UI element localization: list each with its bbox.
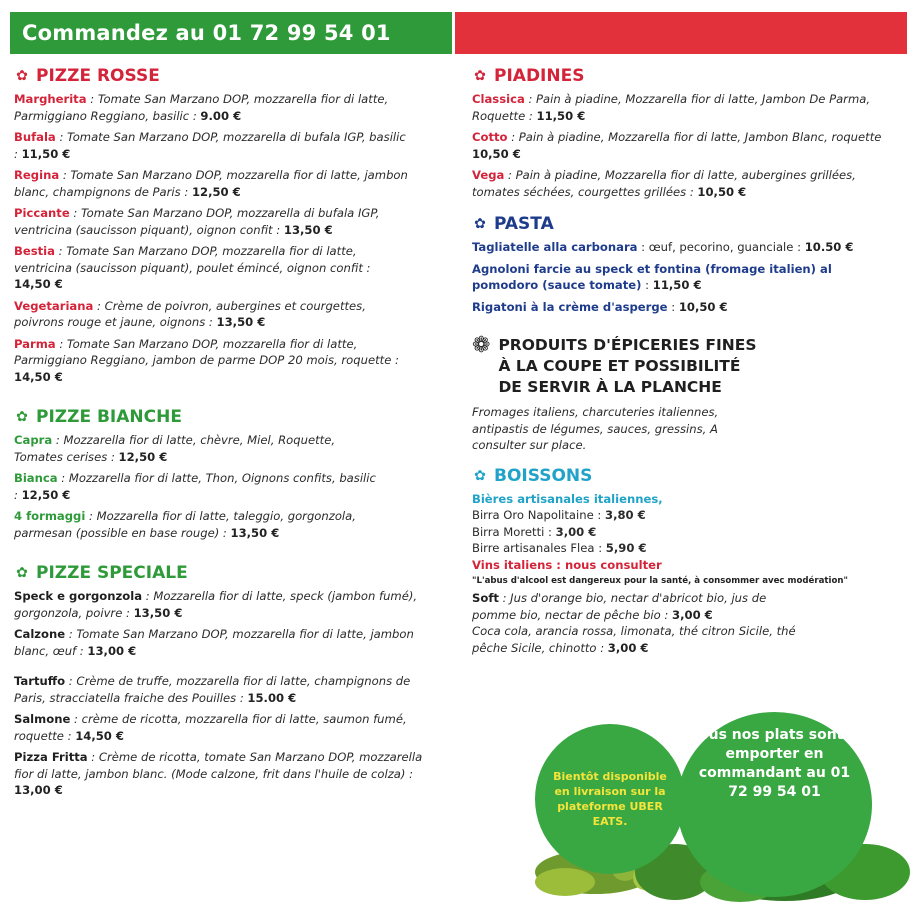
item-name: Cotto [472,130,508,144]
item-price: 13,50 € [133,605,183,620]
item-description: : Tomate San Marzano DOP, mozzarella fior di latte, ventricina (saucisson piquant), poulet émincé, oignon confit : [14,244,371,275]
menu-item [14,205,409,238]
section-boissons [472,466,912,657]
section-title-text: PIZZE SPECIALE [36,563,188,583]
section-title [14,66,454,86]
promo-area [525,712,913,902]
item-name: Rigatoni à la crème d'asperge [472,299,668,314]
menu-item [14,432,379,465]
menu-item [472,299,862,316]
item-name: Bianca [14,471,58,485]
menu-item [472,261,862,294]
item-price: 10,50 € [678,299,728,314]
item-description: : Tomate San Marzano DOP, mozzarella di bufala IGP, ventricina (saucisson piquant), oignon confit : [14,206,380,237]
item-name: Tartuffo [14,674,66,688]
item-description: : Crème de truffe, mozzarella fior di latte, champignons de Paris, stracciatella fraiche des Pouilles : [14,674,411,705]
bieres-label: Bières artisanales italiennes, [472,491,663,506]
section-title-text: PIADINES [494,66,585,86]
item-price: 14,50 € [14,277,63,291]
menu-item [472,91,882,124]
menu-item [14,167,409,200]
menu-list [14,91,454,385]
item-name: Bestia [14,244,55,258]
item-name: Speck e gorgonzola [14,589,143,603]
item-price: 12,50 € [191,184,241,199]
flower-icon: ✿ [474,68,486,84]
item-description: : Tomate San Marzano DOP, mozzarella fior di latte, Parmiggiano Reggiano, jambon de parme DOP 20 mois, roquette : [14,336,399,367]
flower-icon: ✿ [474,216,486,232]
item-description: : crème de ricotta, mozzarella fior di latte, saumon fumé, roquette : [14,712,407,743]
menu-item [472,239,862,256]
order-phone-label: Commandez au 01 72 99 54 01 [22,21,391,45]
section-title [472,214,912,234]
item-name: Pizza Fritta [14,750,88,764]
item-price: 9.00 € [200,108,242,123]
menu-list [472,239,912,315]
item-name: Parma [14,336,56,351]
section-pizze-speciale [14,563,454,799]
item-name: Vegetariana [14,298,94,313]
item-description: : Pain à piadine, Mozzarella fior di latte, aubergines grillées, tomates séchées, courgettes grillées : [472,168,856,199]
menu-item [14,243,409,293]
menu-item [14,91,409,124]
section-epiceries [472,335,912,454]
uber-eats-badge [535,724,685,874]
item-name: Bufala [14,130,56,144]
section-pasta [472,214,912,315]
item-price: 12,50 € [118,449,168,464]
menu-item [14,470,379,503]
section-pizze-rosse [14,66,454,385]
item-description: : Crème de poivron, aubergines et courgettes, poivrons rouge et jaune, oignons : [14,298,366,329]
menu-item [14,129,409,162]
item-description: : Mozzarella fior di latte, Thon, Oignons confits, basilic : [14,471,376,502]
item-description: : Tomate San Marzano DOP, mozzarella fior di latte, Parmiggiano Reggiano, basilic : [14,92,389,123]
item-name: 4 formaggi [14,509,86,523]
menu-item [14,588,424,621]
menu-item [14,298,409,331]
menu-item [14,336,409,386]
item-price: 10,50 € [472,146,521,161]
uber-eats-text: Bientôt disponible en livraison sur la plateforme UBER EATS. [553,770,667,828]
item-price: 12,50 € [21,487,71,502]
section-title [472,466,912,486]
item-price: 11,50 € [652,278,702,292]
item-name: Salmone [14,712,71,726]
menu-item [14,749,424,799]
vins-label: Vins italiens : nous consulter [472,557,662,572]
header-banner [10,12,907,54]
section-title-line: DE SERVIR À LA PLANCHE [498,378,722,396]
beer-price: 3,80 € [605,508,646,522]
item-price: 13,50 € [216,315,266,329]
epiceries-description: Fromages italiens, charcuteries italiennes, antipastis de légumes, sauces, gressins, A consulter sur place. [472,405,719,452]
menu-list [472,91,912,200]
section-title-line: PRODUITS D'ÉPICERIES FINES [498,336,757,354]
menu-item [472,129,882,162]
beer-price: 3,00 € [555,524,597,539]
menu-list [14,432,454,541]
item-description: : Mozzarella fior di latte, speck (jambon fumé), gorgonzola, poivre : [14,589,418,620]
item-description: : Tomate San Marzano DOP, mozzarella fior di latte, jambon blanc, champignons de Paris : [14,168,408,199]
flower-icon: ✿ [16,409,28,425]
item-description: : Mozzarella fior di latte, chèvre, Miel, Roquette, Tomates cerises : [14,433,336,464]
item-name: Margherita [14,92,87,106]
takeaway-badge [677,712,872,897]
menu-item [14,508,379,541]
item-description: : Tomate San Marzano DOP, mozzarella fior di latte, jambon blanc, œuf : [14,627,414,658]
soft2-price: 3,00 € [607,640,649,655]
menu-list [14,588,454,799]
item-price: 13,00 € [14,783,63,797]
soft-price: 3,00 € [672,607,713,622]
item-name: Capra [14,433,53,447]
item-price: 11,50 € [21,146,71,161]
item-name: Classica [472,92,525,106]
section-title-text: PIZZE ROSSE [36,66,160,86]
beer-name: Birre artisanales Flea : [472,541,606,555]
item-name: Agnoloni farcie au speck et fontina (fromage italien) al pomodoro (sauce tomate) [472,261,832,292]
left-column [14,66,454,804]
menu-item [14,673,424,706]
beer-item [472,507,912,524]
item-description: : Tomate San Marzano DOP, mozzarella di bufala IGP, basilic : [14,130,406,161]
soft-desc: : Jus d'orange bio, nectar d'abricot bio, jus de pomme bio, nectar de pêche bio : [472,591,767,622]
takeaway-text: Tous nos plats sont à emporter en commandant au 01 72 99 54 01 [691,727,858,800]
item-price: 13,00 € [87,643,137,658]
item-description: : Mozzarella fior di latte, taleggio, gorgonzola, parmesan (possible en base rouge) : [14,509,356,540]
beer-name: Birra Moretti : [472,524,556,539]
soft-name: Soft [472,591,499,605]
section-pizze-bianche [14,407,454,541]
item-description: : [667,299,679,314]
item-description: : Pain à piadine, Mozzarella fior di latte, Jambon De Parma, Roquette : [472,92,871,123]
item-price: 10,50 € [697,184,747,199]
item-price: 15.00 € [247,690,297,705]
item-description: : Pain à piadine, Mozzarella fior di latte, Jambon Blanc, roquette [507,130,882,144]
flower-icon: ✿ [16,565,28,581]
order-phone-banner [10,12,452,54]
beer-item [472,540,912,557]
section-title-text: PASTA [494,214,554,234]
item-description: : [641,278,653,292]
right-column [472,66,912,661]
section-title [472,335,912,398]
section-title [472,66,912,86]
menu-item [472,167,882,200]
section-piadines [472,66,912,200]
item-price: 11,50 € [536,108,586,123]
alcohol-warning: "L'abus d'alcool est dangereux pour la santé, à consommer avec modération" [472,576,848,586]
beer-name: Birra Oro Napolitaine : [472,508,606,522]
item-price: 13,50 € [230,525,280,540]
item-price: 14,50 € [75,728,124,743]
soft2-desc: Coca cola, arancia rossa, limonata, thé citron Sicile, thé pêche Sicile, chinotto : [472,624,796,655]
menu-item [14,626,424,659]
item-description: : œuf, pecorino, guanciale : [637,240,805,254]
section-title [14,407,454,427]
beer-item [472,524,912,541]
flower-icon: ✿ [16,68,28,84]
item-price: 10.50 € [804,240,854,254]
section-title-text: BOISSONS [494,465,593,486]
item-name: Tagliatelle alla carbonara [472,240,638,254]
item-name: Regina [14,168,60,182]
section-title-line: À LA COUPE ET POSSIBILITÉ [498,357,741,375]
beer-list [472,507,912,557]
flower-icon: ❁ [472,333,491,358]
soft-drinks [472,590,802,623]
item-price: 13,50 € [283,222,333,237]
banner-red-band [455,12,907,54]
item-name: Vega [472,168,505,182]
menu-item [14,711,424,744]
item-price: 14,50 € [14,369,63,384]
item-description: : Crème de ricotta, tomate San Marzano DOP, mozzarella fior di latte, jambon blanc. (Mode calzone, frit dans l'huile de colza) : [14,750,423,781]
flower-icon: ✿ [474,467,486,484]
section-title-text: PIZZE BIANCHE [36,407,182,427]
beer-price: 5,90 € [605,541,647,555]
item-name: Piccante [14,206,70,220]
item-name: Calzone [14,627,66,641]
section-title [14,563,454,583]
soft-drinks-2 [472,623,802,656]
